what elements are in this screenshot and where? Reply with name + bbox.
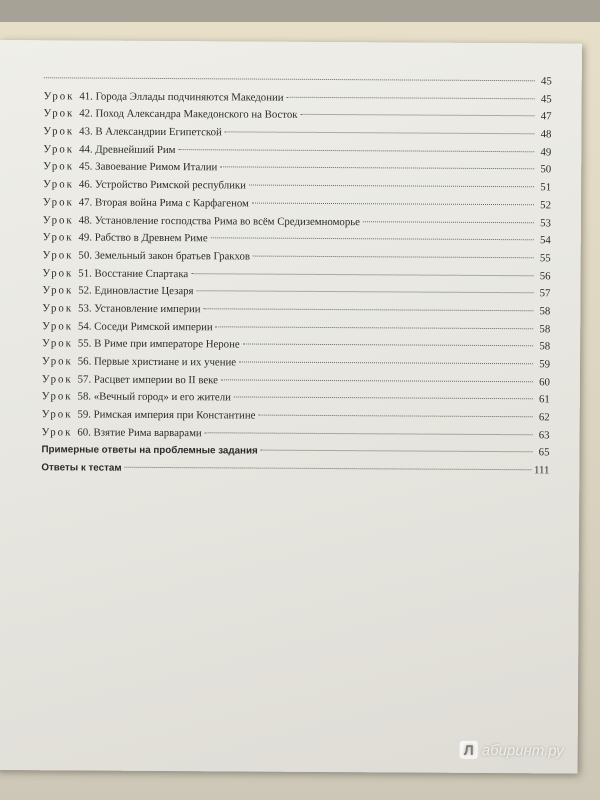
lesson-label <box>78 285 193 298</box>
lesson-title: «Вечный город» и его жители <box>93 390 231 404</box>
toc-page-number: 58 <box>539 305 551 318</box>
toc-page-number: 65 <box>538 446 550 459</box>
lesson-number: 59. <box>77 408 91 421</box>
lesson-label <box>78 267 188 280</box>
toc-page-number: 58 <box>539 340 551 353</box>
dot-leader <box>234 397 533 400</box>
toc-page-number: 47 <box>540 110 552 123</box>
labirint-watermark <box>460 741 564 760</box>
lesson-number: 46. <box>78 178 93 191</box>
dot-leader <box>125 467 531 470</box>
lesson-word: Урок <box>41 426 73 439</box>
lesson-label <box>78 302 201 315</box>
toc-page-number: 45 <box>540 92 552 106</box>
lesson-word: Урок <box>43 107 75 120</box>
lesson-label <box>79 143 175 156</box>
lesson-title: Устройство Римской республики <box>95 178 246 192</box>
lesson-title: Установление господства Рима во всём Средиземноморье <box>94 214 360 228</box>
lesson-title: Завоевание Римом Италии <box>95 161 218 174</box>
lesson-word: Урок <box>42 355 73 368</box>
lesson-title: Соседи Римской империи <box>94 320 213 333</box>
lesson-label <box>78 373 218 386</box>
lesson-title: Взятие Рима варварами <box>93 426 202 439</box>
lesson-title: В Риме при императоре Нероне <box>94 337 240 351</box>
lesson-word: Урок <box>42 266 74 280</box>
lesson-number: 60. <box>77 426 91 439</box>
lesson-label <box>78 249 250 262</box>
dot-leader <box>178 149 534 152</box>
lesson-word: Урок <box>42 231 74 244</box>
dot-leader <box>239 361 533 364</box>
lesson-label <box>79 126 222 139</box>
lesson-label <box>78 391 231 404</box>
toc-page-number: 55 <box>539 252 551 265</box>
lesson-number: 52. <box>78 284 92 297</box>
lesson-number: 41. <box>79 90 93 103</box>
dot-leader <box>253 255 534 258</box>
dot-leader <box>261 450 533 453</box>
toc-page-number: 62 <box>538 411 550 424</box>
dot-leader <box>249 185 534 188</box>
toc-page-number: 51 <box>540 181 552 194</box>
lesson-title: Города Эллады подчиняются Македонии <box>95 90 284 104</box>
lesson-number: 54. <box>77 320 92 333</box>
lesson-label <box>77 426 201 439</box>
lesson-title: Вторая война Рима с Карфагеном <box>94 196 249 210</box>
labirint-logo-icon: Л <box>460 741 478 759</box>
lesson-number: 42. <box>79 107 93 120</box>
lesson-number: 47. <box>78 196 93 209</box>
lesson-word: Урок <box>43 143 75 156</box>
lesson-label <box>77 409 255 422</box>
dot-leader <box>221 379 533 382</box>
lesson-label <box>78 338 240 351</box>
lesson-title: Восстание Спартака <box>94 267 189 280</box>
toc-page-number: 58 <box>539 322 551 335</box>
toc-page-number: 45 <box>540 75 552 88</box>
toc-row-appendix <box>41 461 549 482</box>
watermark-text: абиринт.ру <box>481 741 564 759</box>
lesson-word: Урок <box>42 302 74 315</box>
lesson-word: Урок <box>42 319 74 333</box>
lesson-number: 43. <box>79 125 93 138</box>
lesson-title: Земельный закон братьев Гракхов <box>94 249 251 263</box>
lesson-word: Урок <box>42 337 73 350</box>
toc-page-number: 50 <box>540 163 552 176</box>
lesson-word: Урок <box>42 196 74 209</box>
dot-leader <box>225 131 535 134</box>
dot-leader <box>301 114 535 116</box>
toc-page-number: 48 <box>540 128 552 141</box>
lesson-label <box>79 161 217 174</box>
toc-page-number: 54 <box>539 234 551 247</box>
lesson-number: 51. <box>78 267 92 280</box>
dot-leader <box>191 273 533 276</box>
lesson-number: 49. <box>78 231 93 244</box>
lesson-title: Установление империи <box>94 302 201 316</box>
lesson-title: Рабство в Древнем Риме <box>94 231 208 245</box>
lesson-word: Урок <box>41 408 73 421</box>
dot-leader <box>220 167 534 170</box>
dot-leader <box>363 221 534 223</box>
lesson-number: 50. <box>78 249 92 262</box>
lesson-title: Древнейший Рим <box>95 143 176 156</box>
lesson-word: Урок <box>43 160 75 173</box>
dot-leader <box>243 344 533 347</box>
dot-leader <box>258 415 532 418</box>
lesson-number: 48. <box>78 213 93 227</box>
toc-page-number: 60 <box>539 375 550 389</box>
lesson-number: 57. <box>77 373 92 386</box>
lesson-number: 53. <box>78 302 92 315</box>
lesson-label <box>79 179 246 192</box>
toc-page-number: 53 <box>540 216 551 229</box>
toc-page-number: 56 <box>539 269 551 282</box>
dot-leader <box>44 77 535 81</box>
lesson-word: Урок <box>43 125 75 138</box>
lesson-label <box>79 108 297 121</box>
lesson-title: Первые христиане и их учение <box>93 355 237 369</box>
dot-leader <box>205 432 533 435</box>
lesson-word: Урок <box>43 89 75 103</box>
book-page <box>0 40 582 774</box>
lesson-number: 45. <box>78 160 93 174</box>
lesson-title: Поход Александра Македонского на Восток <box>95 107 298 122</box>
toc-page-number: 61 <box>538 393 550 406</box>
lesson-number: 44. <box>79 143 93 156</box>
dot-leader <box>287 96 535 99</box>
lesson-label <box>79 214 360 228</box>
lesson-number: 55. <box>77 337 92 350</box>
lesson-title: Римская империя при Константине <box>93 408 256 422</box>
lesson-number: 56. <box>77 355 92 368</box>
lesson-title: В Александрии Египетской <box>95 125 222 139</box>
dot-leader <box>216 326 534 329</box>
appendix-title: Ответы к тестам <box>41 462 122 474</box>
lesson-word: Урок <box>41 390 73 403</box>
lesson-label <box>79 90 283 103</box>
lesson-label <box>79 196 249 209</box>
dot-leader <box>204 308 534 311</box>
lesson-label <box>79 232 208 245</box>
dot-leader <box>197 290 534 293</box>
toc-page-number: 57 <box>539 287 551 300</box>
lesson-number: 58. <box>77 390 92 403</box>
lesson-word: Урок <box>42 284 74 297</box>
lesson-label <box>78 320 213 333</box>
dot-leader <box>252 202 534 205</box>
dot-leader <box>211 237 534 240</box>
lesson-word: Урок <box>42 249 74 262</box>
lesson-word: Урок <box>42 213 74 226</box>
appendix-title: Примерные ответы на проблемные задания <box>41 444 258 458</box>
table-of-contents <box>41 72 551 482</box>
toc-page-number: 49 <box>540 146 552 159</box>
lesson-label <box>78 355 236 368</box>
toc-page-number: 52 <box>540 199 552 212</box>
toc-page-number: 111 <box>533 464 550 477</box>
lesson-title: Единовластие Цезаря <box>94 284 194 298</box>
lesson-title: Расцвет империи во II веке <box>93 373 218 387</box>
toc-page-number: 63 <box>538 429 550 442</box>
lesson-word: Урок <box>43 178 74 191</box>
lesson-word: Урок <box>41 372 73 386</box>
toc-page-number: 59 <box>539 358 551 371</box>
